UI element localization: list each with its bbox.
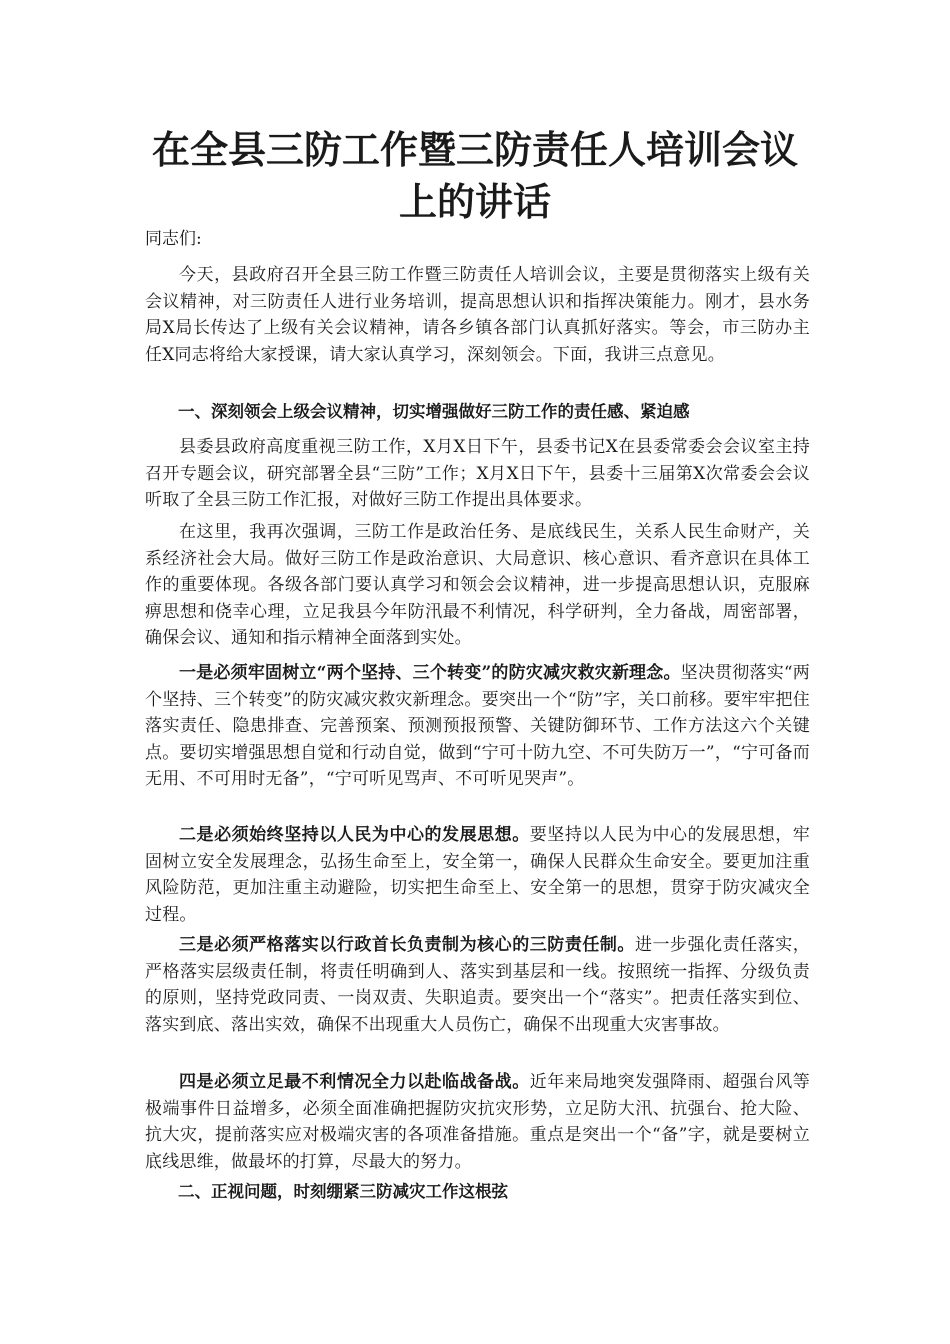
document-title: 在全县三防工作暨三防责任人培训会议上的讲话 xyxy=(151,127,798,224)
section-2-heading: 二、正视问题，时刻绷紧三防减灾工作这根弦 xyxy=(178,1182,508,1201)
point-1-lead: 一是必须牢固树立“两个坚持、三个转变”的防灾减灾救灾新理念。 xyxy=(179,663,681,683)
point-2-paragraph xyxy=(145,822,810,928)
section-1-paragraph-2: 在这里，我再次强调，三防工作是政治任务、是底线民生，关系人民生命财产，关系经济社会大局。做好三防工作是政治意识、大局意识、核心意识、看齐意识在具体工作的重要体现。各级各部门要认真学习和领会会议精神，进一步提高思想认识，克服麻痹思想和侥幸心理，立足我县今年防汛最不利情况，科学研判，全力备战，周密部署，确保会议、通知和指示精神全面落到实处。 xyxy=(145,522,810,648)
salutation: 同志们: xyxy=(145,229,202,249)
point-2-lead: 二是必须始终坚持以人民为中心的发展思想。 xyxy=(179,825,530,845)
point-2-body: 要坚持以人民为中心的发展思想，牢固树立安全发展理念，弘扬生命至上，安全第一，确保人民群众生命安全。要更加注重风险防范，更加注重主动避险，切实把生命至上、安全第一的思想，贯穿于防灾减灾全过程。 xyxy=(145,825,811,925)
intro-paragraph: 今天，县政府召开全县三防工作暨三防责任人培训会议，主要是贯彻落实上级有关会议精神，对三防责任人进行业务培训，提高思想认识和指挥决策能力。刚才，县水务局X局长传达了上级有关会议精神，请各乡镇各部门认真抓好落实。等会，市三防办主任X同志将给大家授课，请大家认真学习，深刻领会。下面，我讲三点意见。 xyxy=(145,265,810,365)
point-3-paragraph xyxy=(145,932,810,1038)
point-1-paragraph xyxy=(145,660,810,793)
point-1-body: 坚决贯彻落实“两个坚持、三个转变”的防灾减灾救灾新理念。要突出一个“防”字，关口前移。要牢牢把住落实责任、隐患排查、完善预案、预测预报预警、关键防御环节、工作方法这六个关键点。要切实增强思想自觉和行动自觉，做到“宁可十防九空、不可失防万一”，“宁可备而无用、不可用时无备”，“宁可听见骂声、不可听见哭声”。 xyxy=(145,663,810,789)
section-1-paragraph-1: 县委县政府高度重视三防工作，X月X日下午，县委书记X在县委常委会会议室主持召开专题会议，研究部署全县“三防”工作；X月X日下午，县委十三届第X次常委会会议听取了全县三防工作汇报，对做好三防工作提出具体要求。 xyxy=(145,437,810,510)
point-3-lead: 三是必须严格落实以行政首长负责制为核心的三防责任制。 xyxy=(179,935,635,955)
point-4-paragraph xyxy=(145,1069,810,1175)
point-4-body: 近年来局地突发强降雨、超强台风等极端事件日益增多，必须全面准确把握防灾抗灾形势，立足防大汛、抗强台、抢大险、抗大灾，提前落实应对极端灾害的各项准备措施。重点是突出一个“备”字，就是要树立底线思维，做最坏的打算，尽最大的努力。 xyxy=(145,1072,811,1172)
point-4-lead: 四是必须立足最不利情况全力以赴临战备战。 xyxy=(179,1072,530,1092)
section-1-heading: 一、深刻领会上级会议精神，切实增强做好三防工作的责任感、紧迫感 xyxy=(178,402,690,421)
point-3-body: 进一步强化责任落实，严格落实层级责任制，将责任明确到人、落实到基层和一线。按照统一指挥、分级负责的原则，坚持党政同责、一岗双责、失职追责。要突出一个“落实”。把责任落实到位、落实到底、落出实效，确保不出现重大人员伤亡，确保不出现重大灾害事故。 xyxy=(145,935,811,1035)
